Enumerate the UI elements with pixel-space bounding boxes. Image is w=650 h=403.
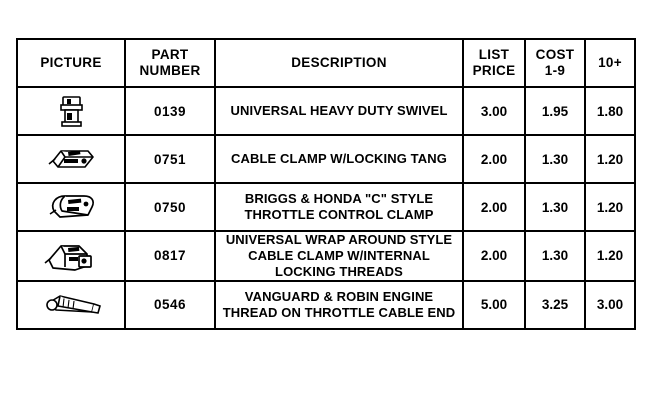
column-header-cost-line2: 1-9 xyxy=(544,63,566,78)
part-number-cell: 0750 xyxy=(125,183,215,231)
table-row xyxy=(17,231,635,281)
description-line: LOCKING THREADS xyxy=(275,263,403,279)
part-number-cell: 0751 xyxy=(125,135,215,183)
c-style-throttle-clamp-icon xyxy=(18,184,124,230)
description-line: UNIVERSAL WRAP AROUND STYLE xyxy=(225,232,453,247)
description-cell xyxy=(215,183,463,231)
part-number-cell: 0817 xyxy=(125,231,215,281)
list-price-cell: 2.00 xyxy=(463,183,525,231)
column-header-part-number-line2: NUMBER xyxy=(139,63,201,78)
part-number-cell: 0546 xyxy=(125,281,215,329)
description-line: VANGUARD & ROBIN ENGINE xyxy=(244,288,434,304)
column-header-picture-label: PICTURE xyxy=(40,55,102,71)
price-10-plus-cell: 1.80 xyxy=(585,87,635,135)
product-image-cell xyxy=(17,87,125,135)
column-header-cost-line1: COST xyxy=(535,47,575,63)
list-price-cell: 3.00 xyxy=(463,87,525,135)
column-header-list-price-line2: PRICE xyxy=(472,63,516,78)
part-number-cell: 0139 xyxy=(125,87,215,135)
column-header-ten-plus xyxy=(585,39,635,87)
table-row xyxy=(17,87,635,135)
description-line: THREAD ON THROTTLE CABLE END xyxy=(222,304,456,320)
parts-table xyxy=(16,38,636,330)
description-line: CABLE CLAMP W/INTERNAL xyxy=(248,247,430,263)
list-price-cell: 2.00 xyxy=(463,231,525,281)
product-image-cell xyxy=(17,135,125,183)
column-header-cost xyxy=(525,39,585,87)
table-row xyxy=(17,281,635,329)
price-10-plus-cell: 3.00 xyxy=(585,281,635,329)
product-image-cell xyxy=(17,231,125,281)
description-cell xyxy=(215,281,463,329)
column-header-part-number xyxy=(125,39,215,87)
description-cell xyxy=(215,87,463,135)
swivel-fitting-icon xyxy=(18,88,124,134)
price-10-plus-cell: 1.20 xyxy=(585,183,635,231)
cost-1-9-cell: 3.25 xyxy=(525,281,585,329)
column-header-list-price-line1: LIST xyxy=(478,47,510,63)
description-cell xyxy=(215,135,463,183)
column-header-description xyxy=(215,39,463,87)
description-line: BRIGGS & HONDA "C" STYLE xyxy=(244,191,434,207)
cost-1-9-cell: 1.30 xyxy=(525,183,585,231)
product-image-cell xyxy=(17,281,125,329)
description-line: THROTTLE CONTROL CLAMP xyxy=(244,207,434,222)
product-image-cell xyxy=(17,183,125,231)
column-header-picture xyxy=(17,39,125,87)
price-10-plus-cell: 1.20 xyxy=(585,231,635,281)
list-price-cell: 2.00 xyxy=(463,135,525,183)
column-header-part-number-line1: PART xyxy=(151,47,189,63)
cost-1-9-cell: 1.30 xyxy=(525,231,585,281)
price-10-plus-cell: 1.20 xyxy=(585,135,635,183)
cost-1-9-cell: 1.95 xyxy=(525,87,585,135)
cable-clamp-locking-tang-icon xyxy=(18,136,124,182)
cost-1-9-cell: 1.30 xyxy=(525,135,585,183)
threaded-cable-end-icon xyxy=(18,282,124,328)
description-cell xyxy=(215,231,463,281)
column-header-list-price xyxy=(463,39,525,87)
table-header-row xyxy=(17,39,635,87)
wrap-around-cable-clamp-icon xyxy=(18,232,124,280)
column-header-description-label: DESCRIPTION xyxy=(291,55,387,71)
description-line: CABLE CLAMP W/LOCKING TANG xyxy=(231,151,447,167)
description-line: UNIVERSAL HEAVY DUTY SWIVEL xyxy=(230,103,448,119)
list-price-cell: 5.00 xyxy=(463,281,525,329)
table-row xyxy=(17,183,635,231)
table-row xyxy=(17,135,635,183)
column-header-ten-plus-label: 10+ xyxy=(598,55,622,71)
